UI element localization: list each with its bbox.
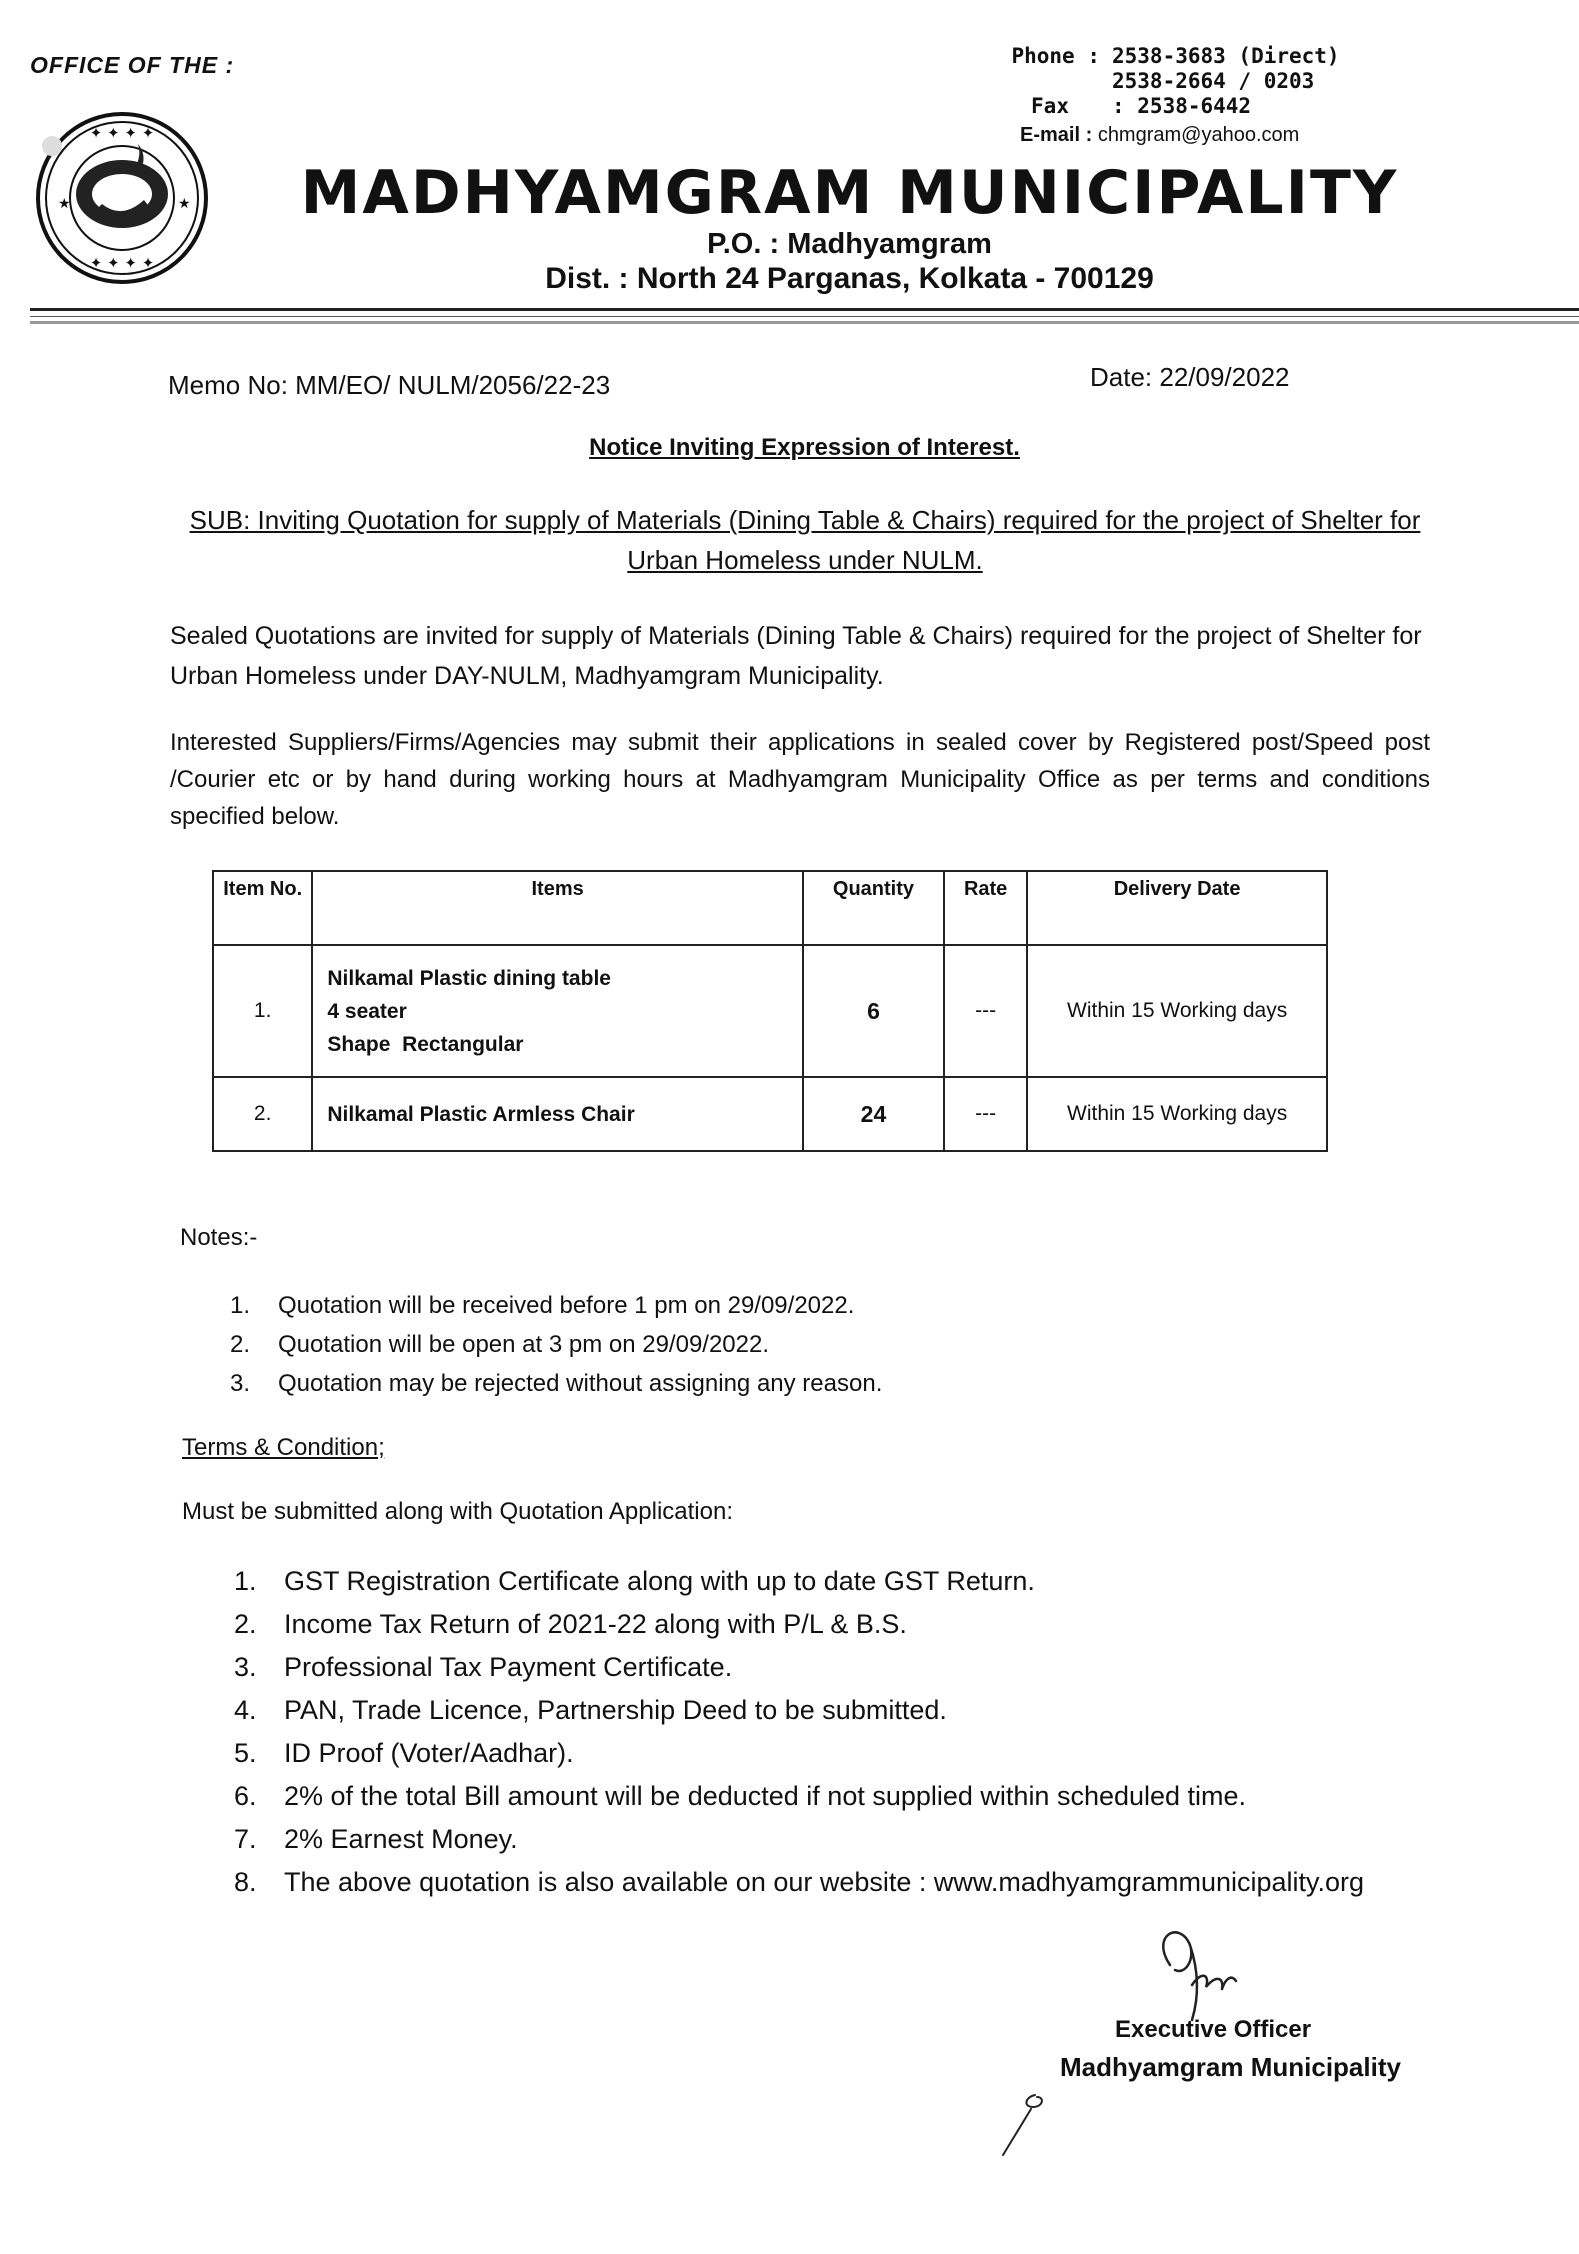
svg-text:★: ★ (58, 195, 71, 211)
svg-text:★: ★ (178, 195, 191, 211)
district-address: Dist. : North 24 Parganas, Kolkata - 700129 (545, 262, 1154, 295)
table-row (213, 945, 1327, 1077)
cell-quantity: 24 (803, 1077, 944, 1151)
column-header-item-no: Item No. (213, 871, 312, 945)
item-line: Shape Rectangular (327, 1032, 524, 1056)
svg-text:✦ ✦ ✦ ✦: ✦ ✦ ✦ ✦ (89, 124, 155, 142)
notice-paragraph-2: Interested Suppliers/Firms/Agencies may submit their applications in sealed cover by Registered post/Speed post /Courier etc or by hand during working hours at Madhyamgram Municipality Office as per terms and conditions specified below. (170, 729, 1430, 830)
phone-label: Phone : (1011, 44, 1100, 68)
cell-delivery-date: Within 15 Working days (1027, 945, 1327, 1077)
list-item: 5. ID Proof (Voter/Aadhar). (234, 1738, 574, 1768)
column-header-delivery-date: Delivery Date (1027, 871, 1327, 945)
memo-date: Date: 22/09/2022 (1090, 362, 1290, 392)
svg-text:✦ ✦ ✦ ✦: ✦ ✦ ✦ ✦ (89, 254, 155, 272)
item-line: Nilkamal Plastic dining table (327, 966, 611, 990)
list-item: 2. Income Tax Return of 2021-22 along with P/L & B.S. (234, 1609, 907, 1639)
list-item: 3. Professional Tax Payment Certificate. (234, 1652, 733, 1682)
email-address: chmgram@yahoo.com (1097, 124, 1300, 146)
column-header-rate: Rate (944, 871, 1027, 945)
notes-list (230, 1286, 882, 1403)
phone-number-2: 2538-2664 / 0203 (1112, 69, 1315, 93)
cell-delivery-date: Within 15 Working days (1027, 1077, 1327, 1151)
email-line (1020, 124, 1299, 147)
cell-item-description (312, 945, 802, 1077)
list-item: 2. Quotation will be open at 3 pm on 29/09/2022. (230, 1331, 770, 1358)
list-item: 7. 2% Earnest Money. (234, 1824, 518, 1854)
table-header-row (213, 871, 1327, 945)
list-item: 6. 2% of the total Bill amount will be deducted if not supplied within scheduled time. (234, 1781, 1247, 1811)
notes-heading: Notes:- (180, 1224, 258, 1251)
signatory-title: Executive Officer (1115, 2016, 1312, 2043)
cell-item-no: 1. (213, 945, 312, 1077)
cell-quantity: 6 (803, 945, 944, 1077)
fax-number: : 2538-6442 (1112, 94, 1252, 118)
header-divider (30, 321, 1579, 324)
list-item: 1. GST Registration Certificate along with up to date GST Return. (234, 1566, 1035, 1596)
terms-heading: Terms & Condition; (182, 1434, 385, 1461)
municipality-name: MADHYAMGRAM MUNICIPALITY (300, 158, 1399, 228)
column-header-items: Items (312, 871, 802, 945)
header-divider (30, 308, 1579, 311)
phone-number-1: 2538-3683 (Direct) (1112, 44, 1340, 68)
contact-block (1000, 44, 1340, 119)
cell-rate: --- (944, 1077, 1027, 1151)
terms-list (234, 1560, 1364, 1904)
fax-label: Fax (1031, 94, 1069, 118)
office-label: OFFICE OF THE : (30, 52, 235, 78)
list-item: 3. Quotation may be rejected without assigning any reason. (230, 1370, 883, 1397)
cell-item-no: 2. (213, 1077, 312, 1151)
items-table (212, 870, 1328, 1152)
header-divider (30, 316, 1579, 317)
list-item: 4. PAN, Trade Licence, Partnership Deed to be submitted. (234, 1695, 947, 1725)
item-line: 4 seater (327, 999, 407, 1023)
terms-intro: Must be submitted along with Quotation Application: (182, 1498, 733, 1525)
cell-item-description (312, 1077, 802, 1151)
handwritten-signature (1140, 1915, 1250, 2030)
item-line: Nilkamal Plastic Armless Chair (327, 1102, 635, 1126)
list-item: 8. The above quotation is also available on our website : www.madhyamgrammunicipality.org (234, 1867, 1365, 1897)
notice-title: Notice Inviting Expression of Interest. (589, 434, 1020, 461)
column-header-quantity: Quantity (803, 871, 944, 945)
notice-subject: SUB: Inviting Quotation for supply of Materials (Dining Table & Chairs) required for the project of Shelter for Urban Homeless under NULM. (189, 505, 1421, 575)
signatory-organization: Madhyamgram Municipality (1060, 2052, 1401, 2082)
cell-rate: --- (944, 945, 1027, 1077)
post-office: P.O. : Madhyamgram (707, 228, 992, 260)
table-row (213, 1077, 1327, 1151)
initial-mark (995, 2085, 1065, 2170)
memo-number: Memo No: MM/EO/ NULM/2056/22-23 (168, 370, 611, 400)
email-label: E-mail : (1020, 124, 1093, 146)
list-item: 1. Quotation will be received before 1 pm on 29/09/2022. (230, 1292, 855, 1319)
notice-paragraph-1: Sealed Quotations are invited for supply of Materials (Dining Table & Chairs) required for the project of Shelter for Urban Homeless under DAY-NULM, Madhyamgram Municipality. (170, 622, 1422, 690)
